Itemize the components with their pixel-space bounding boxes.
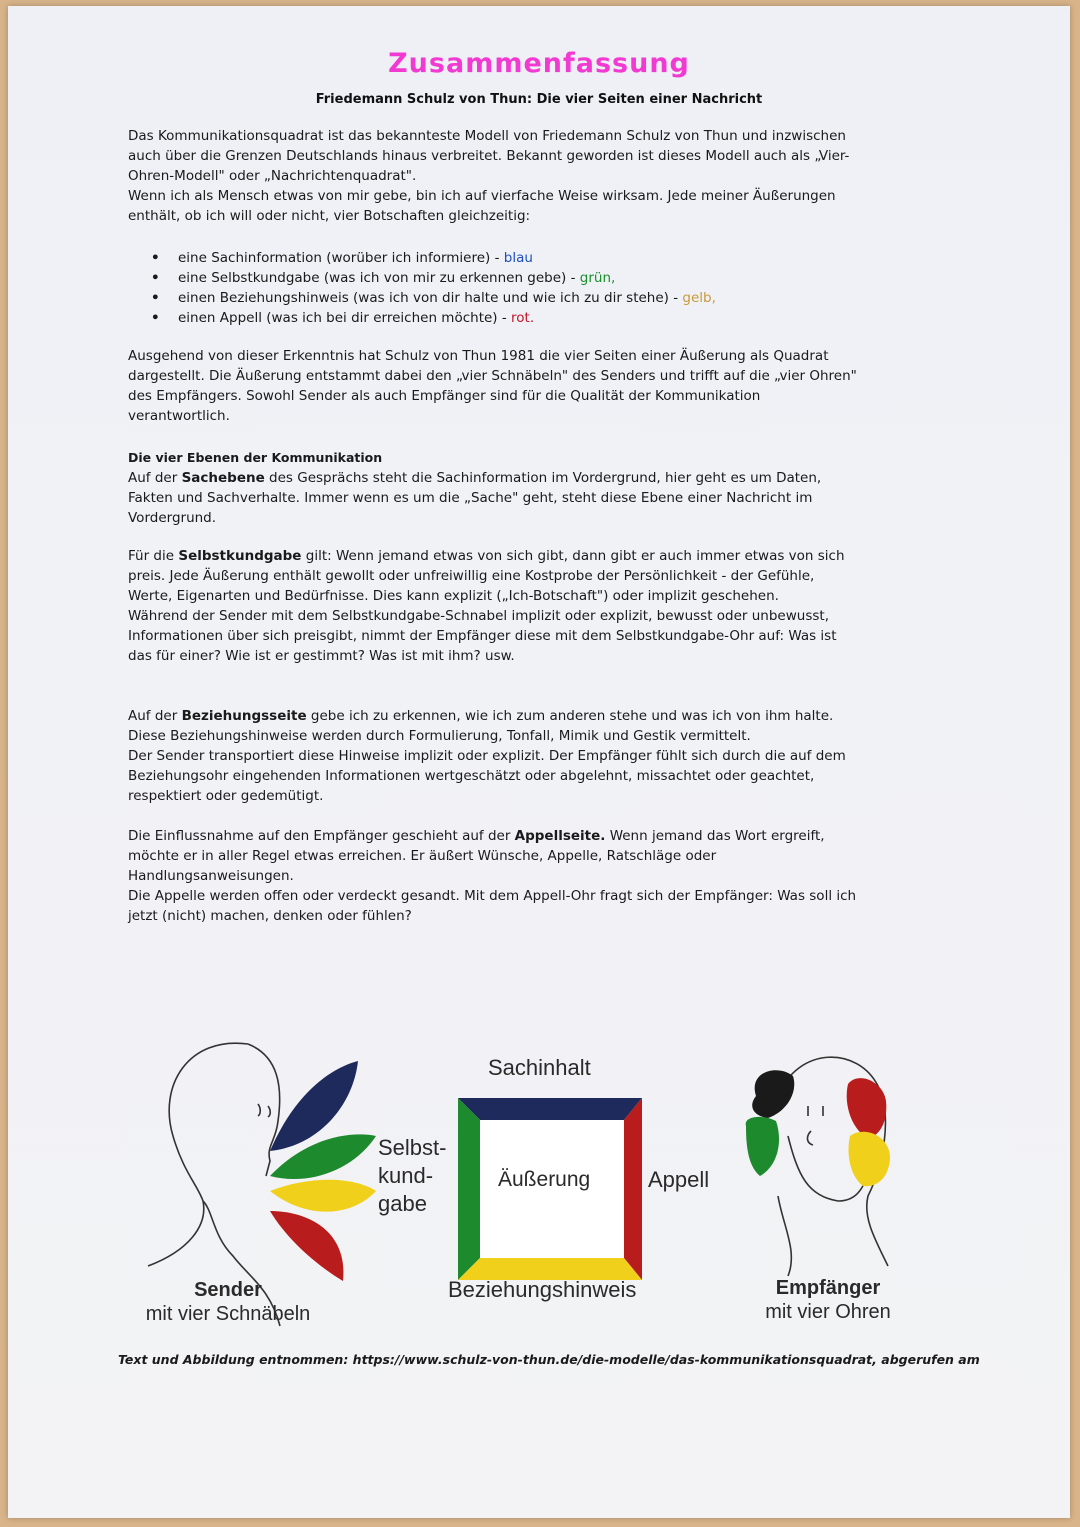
sender-name: Sender [194, 1279, 262, 1301]
receiver-ears [746, 1070, 890, 1186]
label-selbstkundgabe: Selbst- kund- gabe [378, 1135, 447, 1216]
beziehung-block [128, 706, 858, 806]
appell-block [128, 826, 858, 926]
sender-subtitle: mit vier Schnäbeln [145, 1303, 311, 1325]
square-side-red [624, 1098, 642, 1280]
list-item: • einen Appell (was ich bei dir erreichen möchte) - rot. [128, 308, 858, 328]
beziehung-paragraph-2: Der Sender transportiert diese Hinweise implizit oder explizit. Der Empfänger fühlt sich durch die auf dem Beziehungsohr eingehenden Informationen wertgeschätzt oder abgelehnt, missachtet oder geachtet, respektiert oder gedemütigt. [128, 748, 846, 804]
label-beziehungshinweis: Beziehungshinweis [448, 1277, 637, 1302]
label-sachinhalt: Sachinhalt [488, 1055, 591, 1080]
beak-red [270, 1211, 343, 1281]
receiver-subtitle: mit vier Ohren [765, 1301, 891, 1323]
selbstkundgabe-paragraph-2: Während der Sender mit dem Selbstkundgabe-Schnabel implizit oder explizit, bewusst oder unbewusst, Informationen über sich preisgibt, nimmt der Empfänger diese mit dem Selbstkundgabe-Ohr auf: Was ist das für einer? Wie ist er gestimmt? Was ist mit ihm? usw. [128, 608, 837, 664]
ear-dark [752, 1070, 794, 1118]
intro-block [128, 126, 858, 226]
quadrat-paragraph-block [128, 346, 858, 426]
sachebene-paragraph: Auf der Sachebene des Gesprächs steht die Sachinformation im Vordergrund, hier geht es um Daten, Fakten und Sachverhalte. Immer wenn es um die „Sache" geht, steht diese Ebene einer Nachricht im Vordergrund. [128, 470, 822, 526]
bullet-list-block [128, 248, 858, 328]
square-side-green [458, 1098, 480, 1280]
color-word-blau: blau [503, 250, 533, 266]
receiver-label [738, 1276, 918, 1324]
list-item: • einen Beziehungshinweis (was ich von dir halte und wie ich zu dir stehe) - gelb, [128, 288, 858, 308]
beziehung-paragraph: Auf der Beziehungsseite gebe ich zu erkennen, wie ich zum anderen stehe und was ich von ihm halte. Diese Beziehungshinweise werden durch Formulierung, Tonfall, Mimik und Gestik vermittelt. [128, 708, 834, 744]
selbstkundgabe-block [128, 546, 858, 666]
sender-beaks [270, 1061, 376, 1281]
list-item: • eine Selbstkundgabe (was ich von mir zu erkennen gebe) - grün, [128, 268, 858, 288]
color-word-gelb: gelb, [682, 290, 716, 306]
page-subtitle: Friedemann Schulz von Thun: Die vier Seiten einer Nachricht [315, 92, 763, 107]
section-heading: Die vier Ebenen der Kommunikation [128, 450, 383, 465]
ebenen-block [128, 448, 858, 528]
ear-red [847, 1078, 887, 1138]
document-page [8, 6, 1070, 1518]
sender-label [128, 1278, 328, 1326]
label-aeusserung: Äußerung [498, 1168, 591, 1191]
appell-paragraph: Die Einflussnahme auf den Empfänger geschieht auf der Appellseite. Wenn jemand das Wort ergreift, möchte er in aller Regel etwas erreichen. Er äußert Wünsche, Appelle, Ratschläge oder Handlungsanweisungen. [128, 828, 825, 884]
label-appell: Appell [648, 1167, 710, 1192]
selbstkundgabe-paragraph: Für die Selbstkundgabe gilt: Wenn jemand etwas von sich gibt, dann gibt er auch immer etwas von sich preis. Jede Äußerung enthält gewollt oder unfreiwillig eine Kostprobe der Persönlichkeit - der Gefühle, Werte, Eigenarten und Bedürfnisse. Dies kann explizit („Ich-Botschaft") oder implizit geschehen. [128, 548, 845, 604]
color-word-gruen: grün, [579, 270, 616, 286]
quadrat-paragraph: Ausgehend von dieser Erkenntnis hat Schulz von Thun 1981 die vier Seiten einer Äußerung als Quadrat dargestellt. Die Äußerung entstammt dabei den „vier Schnäbeln" des Senders und trifft auf die „vier Ohren" des Empfängers. Sowohl Sender als auch Empfänger sind für die Qualität der Kommunikation verantwortlich. [128, 348, 857, 424]
receiver-name: Empfänger [775, 1277, 881, 1299]
page-title: Zusammenfassung [388, 48, 690, 79]
square-side-blue [458, 1098, 642, 1120]
beak-yellow [270, 1180, 376, 1212]
source-citation: Text und Abbildung entnommen: https://www.schulz-von-thun.de/die-modelle/das-kommunikationsquadrat, abgerufen am [118, 1352, 980, 1367]
list-item: • eine Sachinformation (worüber ich informiere) - blau [128, 248, 858, 268]
appell-paragraph-2: Die Appelle werden offen oder verdeckt gesandt. Mit dem Appell-Ohr fragt sich der Empfänger: Was soll ich jetzt (nicht) machen, denken oder fühlen? [128, 888, 857, 924]
intro-paragraph: Das Kommunikationsquadrat ist das bekannteste Modell von Friedemann Schulz von Thun und inzwischen auch über die Grenzen Deutschlands hinaus verbreitet. Bekannt geworden ist dieses Modell auch als „Vier-Ohren-Modell" oder „Nachrichtenquadrat". [128, 128, 850, 184]
color-word-rot: rot. [511, 310, 535, 326]
intro-paragraph-2: Wenn ich als Mensch etwas von mir gebe, bin ich auf vierfache Weise wirksam. Jede meiner Äußerungen enthält, ob ich will oder nicht, vier Botschaften gleichzeitig: [128, 188, 836, 224]
bullet-list [128, 248, 858, 328]
ear-green [746, 1117, 779, 1176]
